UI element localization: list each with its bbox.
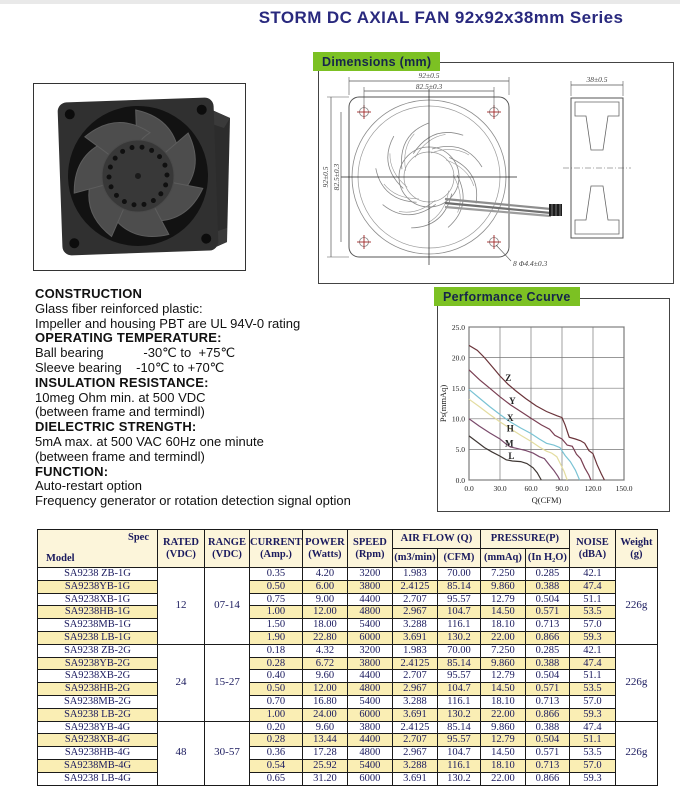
dim-side: 38±0.5 <box>586 75 608 84</box>
range-cell: 30-57 <box>205 721 250 785</box>
dim-top-inner: 82.5±0.3 <box>415 82 443 91</box>
value-cell: 0.65 <box>250 772 303 785</box>
spec-line: (between frame and termindl) <box>35 448 205 464</box>
rated-cell: 12 <box>158 568 205 645</box>
value-cell: 59.3 <box>569 772 615 785</box>
col-header-noise: NOISE (dBA) <box>569 530 615 568</box>
value-cell: 3200 <box>347 644 392 657</box>
svg-text:150.0: 150.0 <box>615 484 633 493</box>
value-cell: 3.691 <box>392 708 437 721</box>
value-cell: 51.1 <box>569 734 615 747</box>
value-cell: 4400 <box>347 734 392 747</box>
value-cell: 3200 <box>347 568 392 581</box>
value-cell: 130.2 <box>437 772 480 785</box>
value-cell: 3.691 <box>392 631 437 644</box>
value-cell: 1.983 <box>392 568 437 581</box>
value-cell: 2.4125 <box>392 657 437 670</box>
value-cell: 51.1 <box>569 670 615 683</box>
value-cell: 31.20 <box>302 772 347 785</box>
value-cell: 3.288 <box>392 759 437 772</box>
value-cell: 0.285 <box>525 644 569 657</box>
table-row <box>38 670 658 683</box>
performance-chart-svg <box>438 299 667 509</box>
col-header-range: RANGE (VDC) <box>205 530 250 568</box>
spec-line: 5mA max. at 500 VAC 60Hz one minute <box>35 433 264 449</box>
table-row <box>38 631 658 644</box>
spec-line: (between frame and termindl) <box>35 404 205 420</box>
table-row <box>38 619 658 632</box>
value-cell: 3.288 <box>392 695 437 708</box>
model-cell: SA9238XB-2G <box>38 670 158 683</box>
corner-header-cell <box>38 530 158 568</box>
value-cell: 2.967 <box>392 606 437 619</box>
col-header-weight: Weight (g) <box>615 530 657 568</box>
value-cell: 0.70 <box>250 695 303 708</box>
value-cell: 22.00 <box>480 631 525 644</box>
model-cell: SA9238MB-2G <box>38 695 158 708</box>
value-cell: 0.54 <box>250 759 303 772</box>
value-cell: 130.2 <box>437 708 480 721</box>
value-cell: 0.28 <box>250 657 303 670</box>
table-row <box>38 593 658 606</box>
value-cell: 5400 <box>347 759 392 772</box>
corner-spec-label: Spec <box>128 532 149 543</box>
value-cell: 4.20 <box>302 568 347 581</box>
value-cell: 0.571 <box>525 606 569 619</box>
spec-line: Ball bearing -30℃ to +75℃ <box>35 345 236 361</box>
svg-text:30.0: 30.0 <box>493 484 507 493</box>
spec-line: Sleeve bearing -10℃ to +70℃ <box>35 359 225 375</box>
model-cell: SA9238 LB-4G <box>38 772 158 785</box>
value-cell: 18.10 <box>480 619 525 632</box>
svg-text:Z: Z <box>505 372 512 383</box>
col-header-pressure: PRESSURE(P) <box>480 530 569 549</box>
spec-heading: INSULATION RESISTANCE: <box>35 374 209 390</box>
table-row <box>38 772 658 785</box>
value-cell: 53.5 <box>569 747 615 760</box>
value-cell: 4800 <box>347 747 392 760</box>
svg-text:H: H <box>506 423 514 434</box>
value-cell: 0.35 <box>250 568 303 581</box>
value-cell: 70.00 <box>437 568 480 581</box>
dimensions-drawing <box>318 62 674 284</box>
dim-left-inner: 82.5±0.3 <box>332 163 341 191</box>
value-cell: 3.288 <box>392 619 437 632</box>
value-cell: 59.3 <box>569 708 615 721</box>
value-cell: 6.72 <box>302 657 347 670</box>
model-cell: SA9238YB-2G <box>38 657 158 670</box>
svg-text:0.0: 0.0 <box>455 475 465 485</box>
svg-text:Q(CFM): Q(CFM) <box>531 495 562 505</box>
value-cell: 2.707 <box>392 593 437 606</box>
subcol-mmaq: (mmAq) <box>480 549 525 568</box>
dim-left-outer: 92±0.5 <box>321 166 330 188</box>
svg-text:X: X <box>507 413 514 424</box>
spec-heading: FUNCTION: <box>35 463 109 479</box>
model-cell: SA9238YB-1G <box>38 580 158 593</box>
value-cell: 0.571 <box>525 683 569 696</box>
svg-text:Y: Y <box>509 396 516 407</box>
value-cell: 1.983 <box>392 644 437 657</box>
spec-heading: CONSTRUCTION <box>35 286 143 301</box>
spec-line: Auto-restart option <box>35 478 142 494</box>
col-header-speed: SPEED (Rpm) <box>347 530 392 568</box>
col-header-current: CURRENT (Amp.) <box>250 530 303 568</box>
svg-text:10.0: 10.0 <box>451 414 465 424</box>
value-cell: 0.388 <box>525 657 569 670</box>
model-cell: SA9238HB-2G <box>38 683 158 696</box>
value-cell: 6000 <box>347 772 392 785</box>
value-cell: 2.707 <box>392 734 437 747</box>
value-cell: 17.28 <box>302 747 347 760</box>
dim-top-outer: 92±0.5 <box>418 71 440 80</box>
value-cell: 0.388 <box>525 580 569 593</box>
fan-photo-illustration <box>34 84 243 268</box>
value-cell: 0.50 <box>250 683 303 696</box>
col-header-rated: RATED (VDC) <box>158 530 205 568</box>
value-cell: 13.44 <box>302 734 347 747</box>
value-cell: 70.00 <box>437 644 480 657</box>
value-cell: 0.713 <box>525 695 569 708</box>
value-cell: 0.713 <box>525 759 569 772</box>
value-cell: 22.00 <box>480 772 525 785</box>
spec-line: Glass fiber reinforced plastic: <box>35 300 203 316</box>
value-cell: 2.967 <box>392 747 437 760</box>
value-cell: 7.250 <box>480 644 525 657</box>
value-cell: 2.4125 <box>392 721 437 734</box>
svg-text:L: L <box>508 451 515 462</box>
rated-cell: 48 <box>158 721 205 785</box>
value-cell: 18.10 <box>480 695 525 708</box>
value-cell: 4800 <box>347 683 392 696</box>
value-cell: 3800 <box>347 721 392 734</box>
value-cell: 2.707 <box>392 670 437 683</box>
value-cell: 4400 <box>347 593 392 606</box>
model-cell: SA9238 LB-2G <box>38 708 158 721</box>
svg-text:25.0: 25.0 <box>451 322 465 332</box>
table-row <box>38 747 658 760</box>
value-cell: 9.860 <box>480 721 525 734</box>
model-cell: SA9238 LB-1G <box>38 631 158 644</box>
table-row <box>38 657 658 670</box>
svg-text:M: M <box>505 438 514 449</box>
table-row <box>38 644 658 657</box>
spec-table <box>37 529 658 786</box>
value-cell: 2.4125 <box>392 580 437 593</box>
model-cell: SA9238XB-4G <box>38 734 158 747</box>
value-cell: 42.1 <box>569 644 615 657</box>
value-cell: 104.7 <box>437 747 480 760</box>
value-cell: 24.00 <box>302 708 347 721</box>
spec-line: Impeller and housing PBT are UL 94V-0 rating <box>35 315 301 331</box>
value-cell: 9.60 <box>302 670 347 683</box>
value-cell: 0.388 <box>525 721 569 734</box>
table-row <box>38 606 658 619</box>
value-cell: 85.14 <box>437 580 480 593</box>
dimensions-drawing-svg <box>319 63 671 281</box>
weight-cell: 226g <box>615 721 657 785</box>
model-cell: SA9238YB-4G <box>38 721 158 734</box>
subcol-cfm: (CFM) <box>437 549 480 568</box>
value-cell: 4400 <box>347 670 392 683</box>
value-cell: 9.860 <box>480 580 525 593</box>
spec-text-block <box>35 287 437 509</box>
value-cell: 14.50 <box>480 747 525 760</box>
value-cell: 7.250 <box>480 568 525 581</box>
value-cell: 1.50 <box>250 619 303 632</box>
model-cell: SA9238 ZB-2G <box>38 644 158 657</box>
value-cell: 1.90 <box>250 631 303 644</box>
spec-heading: DIELECTRIC STRENGTH: <box>35 419 197 435</box>
value-cell: 85.14 <box>437 721 480 734</box>
value-cell: 0.866 <box>525 772 569 785</box>
spec-line: Frequency generator or rotation detection signal option <box>35 493 351 509</box>
value-cell: 42.1 <box>569 568 615 581</box>
page-title: STORM DC AXIAL FAN 92x92x38mm Series <box>258 8 624 27</box>
value-cell: 95.57 <box>437 670 480 683</box>
value-cell: 22.80 <box>302 631 347 644</box>
value-cell: 0.36 <box>250 747 303 760</box>
rated-cell: 24 <box>158 644 205 721</box>
value-cell: 130.2 <box>437 631 480 644</box>
value-cell: 0.504 <box>525 670 569 683</box>
weight-cell: 226g <box>615 568 657 645</box>
model-cell: SA9238 ZB-1G <box>38 568 158 581</box>
value-cell: 104.7 <box>437 683 480 696</box>
value-cell: 12.79 <box>480 593 525 606</box>
value-cell: 0.40 <box>250 670 303 683</box>
subcol-m3min: (m3/min) <box>392 549 437 568</box>
value-cell: 0.866 <box>525 708 569 721</box>
svg-text:90.0: 90.0 <box>555 484 569 493</box>
col-header-airflow: AIR FLOW (Q) <box>392 530 480 549</box>
value-cell: 5400 <box>347 619 392 632</box>
corner-model-label: Model <box>46 553 75 565</box>
value-cell: 116.1 <box>437 695 480 708</box>
model-cell: SA9238HB-1G <box>38 606 158 619</box>
value-cell: 12.79 <box>480 734 525 747</box>
page-top-strip <box>0 0 680 4</box>
value-cell: 0.504 <box>525 734 569 747</box>
value-cell: 5400 <box>347 695 392 708</box>
value-cell: 4800 <box>347 606 392 619</box>
value-cell: 0.18 <box>250 644 303 657</box>
value-cell: 57.0 <box>569 759 615 772</box>
value-cell: 59.3 <box>569 631 615 644</box>
value-cell: 0.28 <box>250 734 303 747</box>
value-cell: 53.5 <box>569 606 615 619</box>
table-row <box>38 708 658 721</box>
value-cell: 14.50 <box>480 683 525 696</box>
subcol-inh2o: (In H₂O) <box>525 549 569 568</box>
value-cell: 12.00 <box>302 683 347 696</box>
value-cell: 47.4 <box>569 580 615 593</box>
model-cell: SA9238MB-4G <box>38 759 158 772</box>
svg-text:5.0: 5.0 <box>455 445 465 455</box>
value-cell: 3800 <box>347 580 392 593</box>
svg-text:60.0: 60.0 <box>524 484 538 493</box>
value-cell: 57.0 <box>569 695 615 708</box>
svg-text:120.0: 120.0 <box>584 484 602 493</box>
value-cell: 12.00 <box>302 606 347 619</box>
table-row <box>38 721 658 734</box>
table-row <box>38 734 658 747</box>
value-cell: 2.967 <box>392 683 437 696</box>
value-cell: 0.285 <box>525 568 569 581</box>
value-cell: 16.80 <box>302 695 347 708</box>
value-cell: 6000 <box>347 631 392 644</box>
svg-text:15.0: 15.0 <box>451 384 465 393</box>
holes-note: 8 Φ4.4±0.3 <box>513 259 548 268</box>
range-cell: 07-14 <box>205 568 250 645</box>
value-cell: 12.79 <box>480 670 525 683</box>
value-cell: 9.860 <box>480 657 525 670</box>
value-cell: 4.32 <box>302 644 347 657</box>
value-cell: 18.10 <box>480 759 525 772</box>
value-cell: 6000 <box>347 708 392 721</box>
range-cell: 15-27 <box>205 644 250 721</box>
value-cell: 57.0 <box>569 619 615 632</box>
svg-text:0.0: 0.0 <box>464 484 474 493</box>
value-cell: 25.92 <box>302 759 347 772</box>
table-row <box>38 568 658 581</box>
model-cell: SA9238XB-1G <box>38 593 158 606</box>
value-cell: 0.866 <box>525 631 569 644</box>
value-cell: 47.4 <box>569 721 615 734</box>
svg-text:Ps(mmAq): Ps(mmAq) <box>438 384 448 423</box>
dimensions-badge: Dimensions (mm) <box>313 52 440 71</box>
value-cell: 51.1 <box>569 593 615 606</box>
value-cell: 85.14 <box>437 657 480 670</box>
col-header-power: POWER (Watts) <box>302 530 347 568</box>
table-row <box>38 695 658 708</box>
value-cell: 116.1 <box>437 619 480 632</box>
value-cell: 6.00 <box>302 580 347 593</box>
value-cell: 3.691 <box>392 772 437 785</box>
value-cell: 1.00 <box>250 606 303 619</box>
value-cell: 47.4 <box>569 657 615 670</box>
table-row <box>38 580 658 593</box>
value-cell: 116.1 <box>437 759 480 772</box>
svg-text:20.0: 20.0 <box>451 353 465 363</box>
value-cell: 0.75 <box>250 593 303 606</box>
value-cell: 0.504 <box>525 593 569 606</box>
value-cell: 0.50 <box>250 580 303 593</box>
value-cell: 9.60 <box>302 721 347 734</box>
value-cell: 0.713 <box>525 619 569 632</box>
value-cell: 53.5 <box>569 683 615 696</box>
performance-chart <box>437 298 670 512</box>
spec-line: 10meg Ohm min. at 500 VDC <box>35 389 206 405</box>
value-cell: 95.57 <box>437 734 480 747</box>
value-cell: 18.00 <box>302 619 347 632</box>
fan-photo <box>33 83 246 271</box>
table-row <box>38 683 658 696</box>
model-cell: SA9238HB-4G <box>38 747 158 760</box>
value-cell: 3800 <box>347 657 392 670</box>
performance-badge: Performance Ccurve <box>434 287 580 306</box>
value-cell: 22.00 <box>480 708 525 721</box>
table-row <box>38 759 658 772</box>
value-cell: 95.57 <box>437 593 480 606</box>
model-cell: SA9238MB-1G <box>38 619 158 632</box>
value-cell: 14.50 <box>480 606 525 619</box>
weight-cell: 226g <box>615 644 657 721</box>
value-cell: 0.571 <box>525 747 569 760</box>
value-cell: 1.00 <box>250 708 303 721</box>
value-cell: 104.7 <box>437 606 480 619</box>
value-cell: 9.00 <box>302 593 347 606</box>
spec-heading: OPERATING TEMPERATURE: <box>35 330 222 346</box>
value-cell: 0.20 <box>250 721 303 734</box>
